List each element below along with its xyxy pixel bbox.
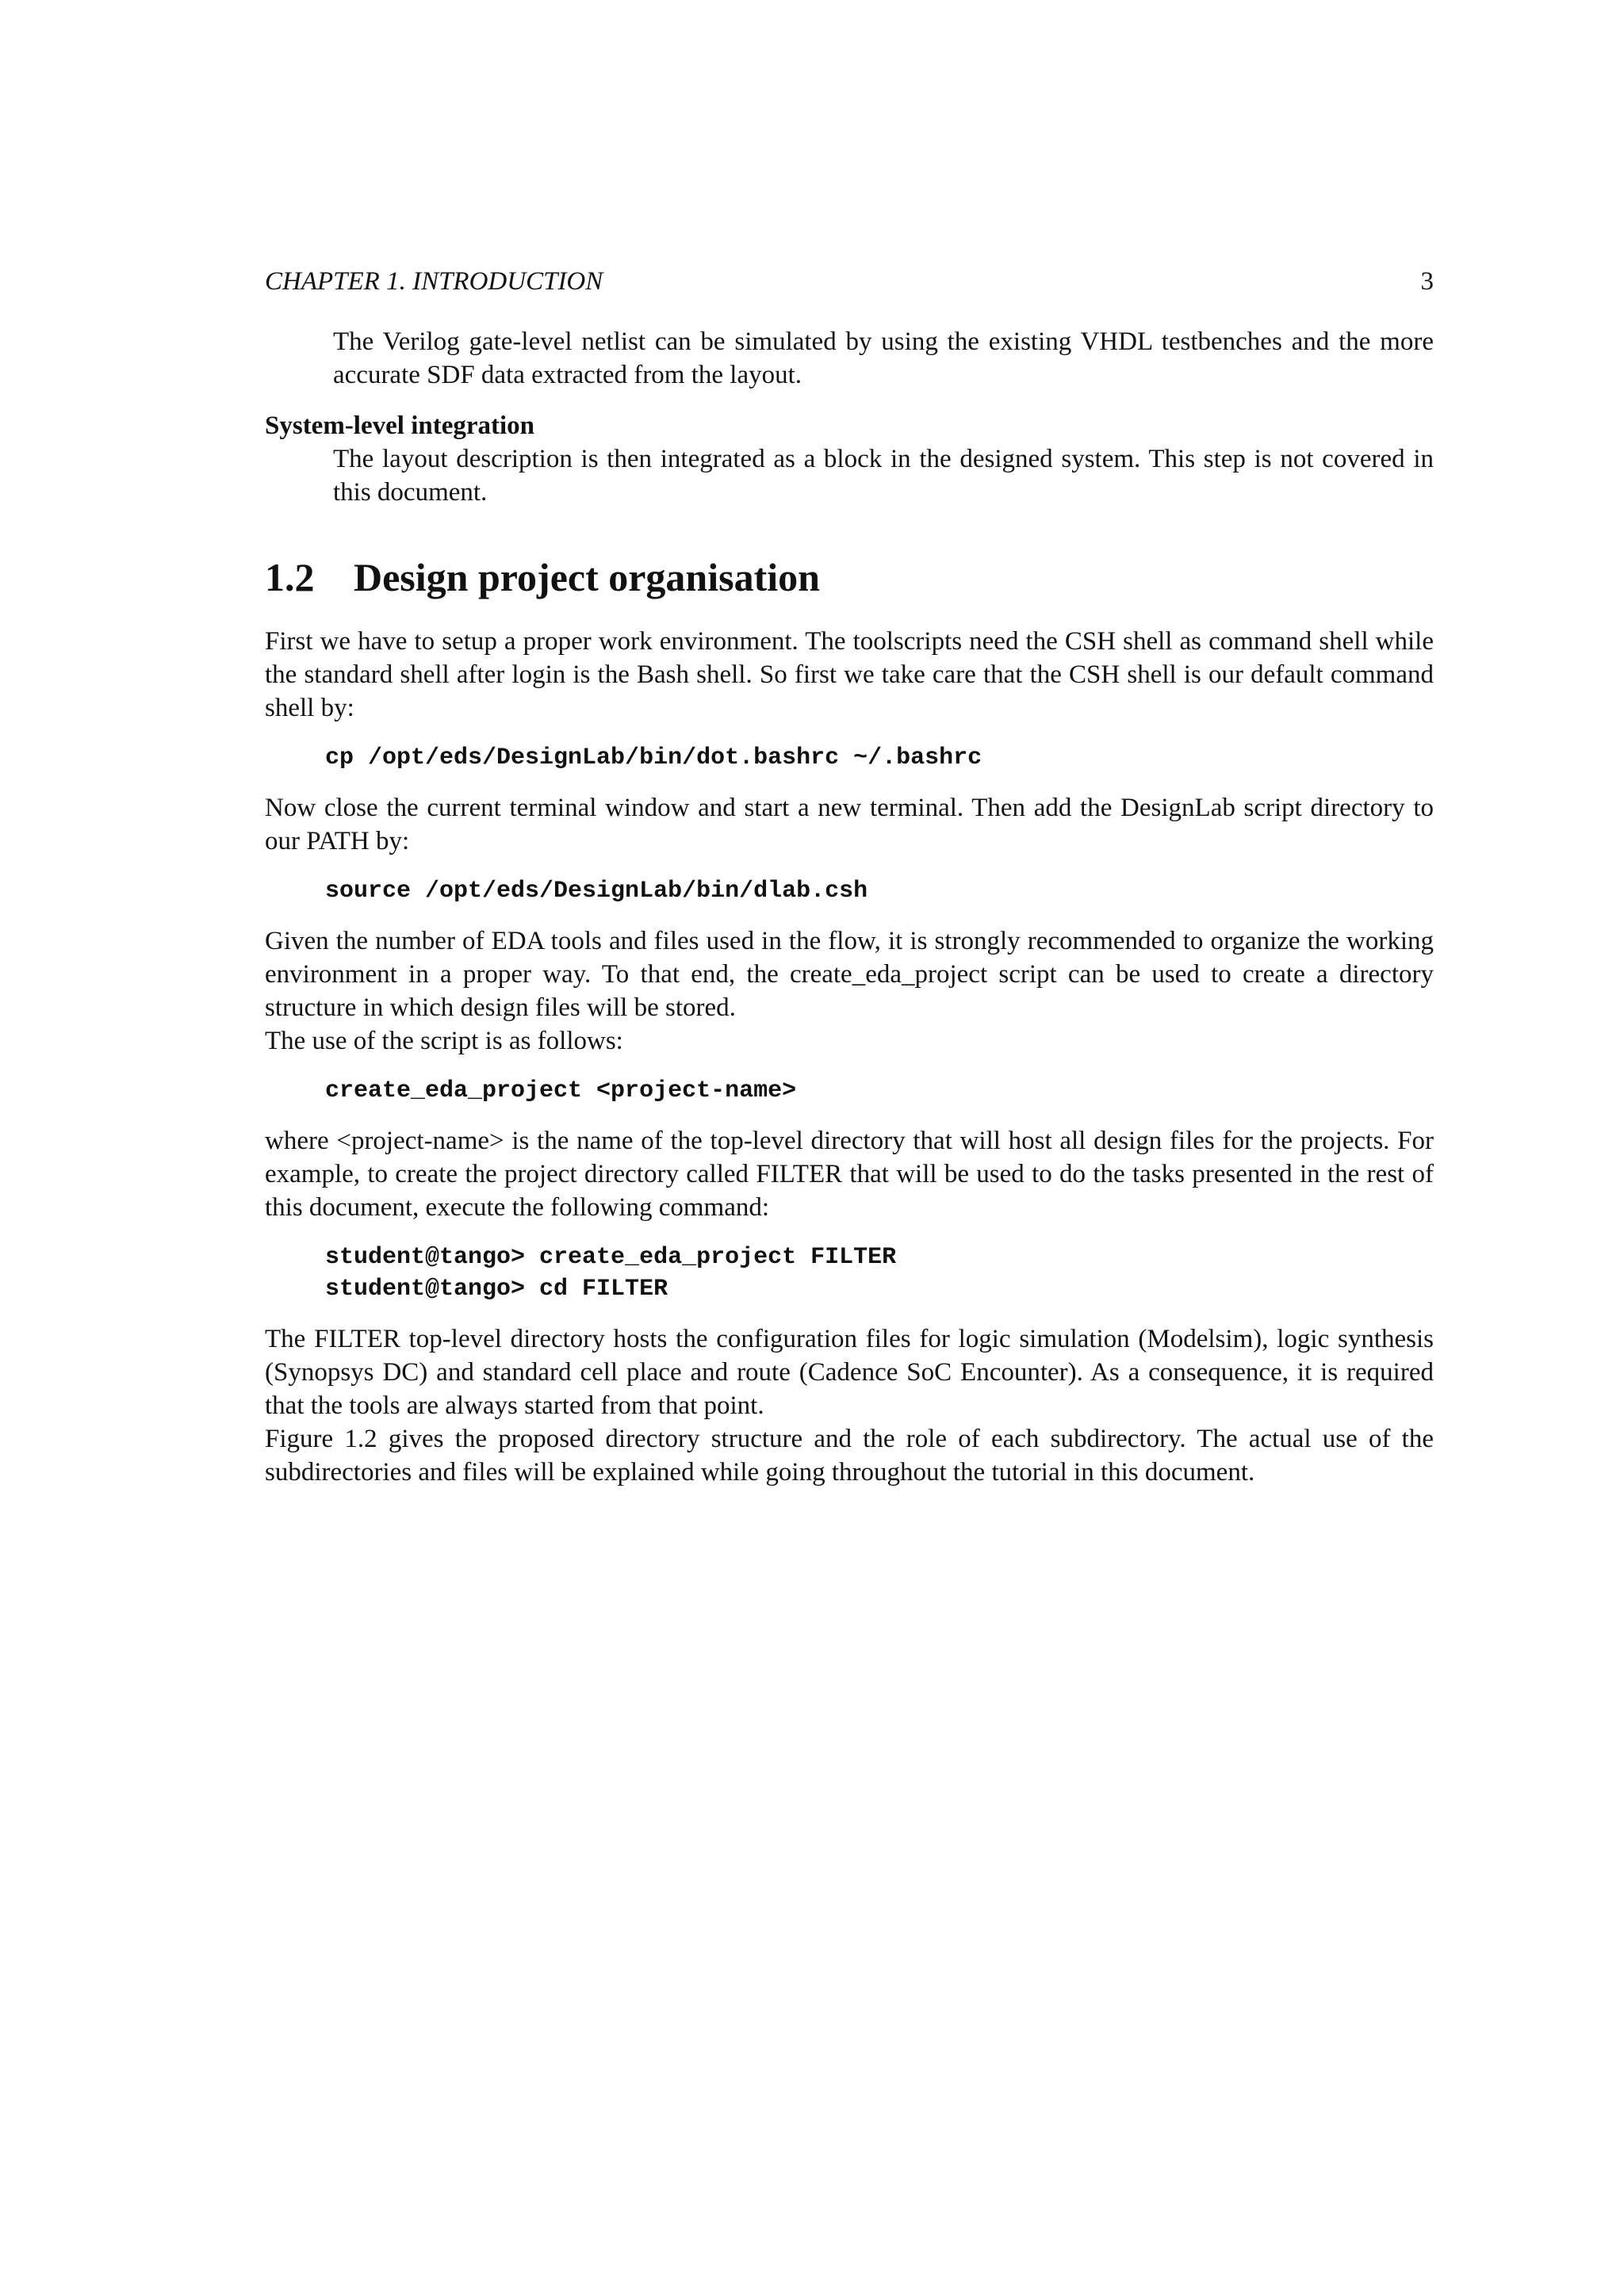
page-number: 3 [1420,267,1434,296]
running-header [265,263,1434,300]
code-line: student@tango> cd FILTER [325,1276,668,1303]
code-block: create_eda_project <project-name> [325,1077,797,1104]
section-number: 1.2 [265,555,315,599]
paragraph: Now close the current terminal window and start a new terminal. Then add the DesignLab script directory to our PATH by: [265,794,1434,855]
paragraph: Figure 1.2 gives the proposed directory structure and the role of each subdirectory. The actual use of the subdirectories and files will be explained while going throughout the tutorial in this document. [265,1425,1434,1487]
section-title: Design project organisation [354,555,820,599]
intro-paragraph: The Verilog gate-level netlist can be simulated by using the existing VHDL testbenches and the more accurate SDF data extracted from the layout. [333,327,1434,389]
system-level-title: System-level integration [265,411,535,440]
chapter-heading: CHAPTER 1. INTRODUCTION [265,267,603,296]
code-block: source /opt/eds/DesignLab/bin/dlab.csh [325,878,868,905]
paragraph: Given the number of EDA tools and files used in the flow, it is strongly recommended to organize the working environment in a proper way. To that end, the create_eda_project script can be used to create a directory structure in which design files will be stored. [265,927,1434,1022]
system-level-body: The layout description is then integrated as a block in the designed system. This step is not covered in this document. [333,445,1434,507]
paragraph: First we have to setup a proper work environment. The toolscripts need the CSH shell as command shell while the standard shell after login is the Bash shell. So first we take care that the CSH shell is our default command shell by: [265,627,1434,722]
paragraph: where <project-name> is the name of the top-level directory that will host all design files for the projects. For example, to create the project directory called FILTER that will be used to do the tasks presented in the rest of this document, execute the following command: [265,1127,1434,1222]
page-content [265,263,1434,1489]
code-block: cp /opt/eds/DesignLab/bin/dot.bashrc ~/.bashrc [325,744,982,771]
code-line: student@tango> create_eda_project FILTER [325,1244,897,1271]
code-block [325,1242,1434,1305]
section-heading [265,553,1434,601]
paragraph: The use of the script is as follows: [265,1027,623,1055]
paragraph: The FILTER top-level directory hosts the configuration files for logic simulation (Modelsim), logic synthesis (Synopsys DC) and standard cell place and route (Cadence SoC Encounter). As a consequence, it is required that the tools are always started from that point. [265,1325,1434,1420]
